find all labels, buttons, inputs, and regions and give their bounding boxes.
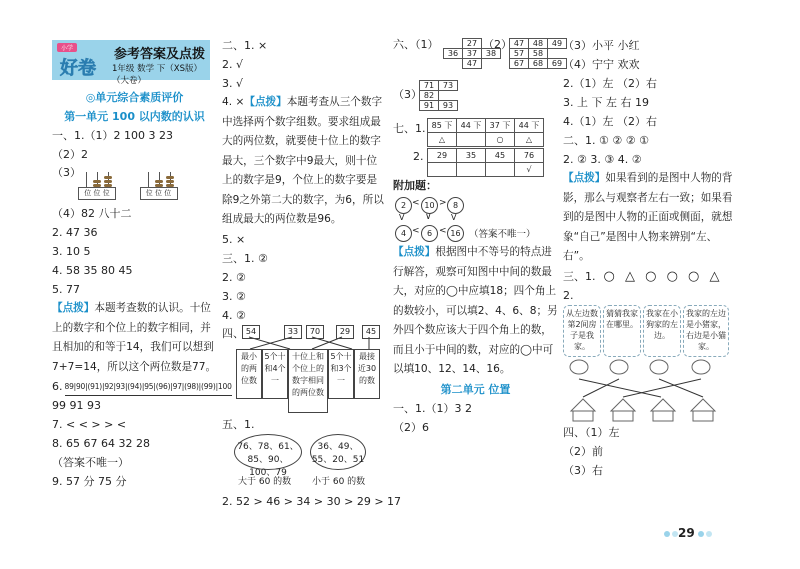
column-4 xyxy=(563,36,738,480)
answer-line: 7. < < > > < xyxy=(52,418,127,431)
compare-cell: √ xyxy=(515,163,544,177)
grid-cell: 57 xyxy=(510,49,529,59)
answer-line: 四、（1）左 xyxy=(563,425,620,439)
chain-circle: 10 xyxy=(421,197,438,214)
tip-paragraph xyxy=(52,299,217,377)
answer-line: 9. 57 分 75 分 xyxy=(52,475,127,488)
answer-header xyxy=(52,40,210,86)
compare-cell: △ xyxy=(515,133,544,147)
answer-line: 七、1. xyxy=(393,122,426,135)
answer-line: 4. 58 35 80 45 xyxy=(52,264,133,277)
compare-cell: 35 xyxy=(457,149,486,163)
grid-cell: 47 xyxy=(510,39,529,49)
answer-line: （4）宁宁 欢欢 xyxy=(563,58,640,71)
chain-circle: 6 xyxy=(421,225,438,242)
haojuan-logo xyxy=(56,42,106,78)
answer-line: 二、1. ① ② ② ① xyxy=(563,134,649,147)
compare-row-2 xyxy=(393,146,558,176)
compare-cell: 44 下 xyxy=(515,119,544,133)
grid-cell: 27 xyxy=(463,39,482,49)
grid-cell: 58 xyxy=(529,49,548,59)
compare-row-1 xyxy=(393,116,558,146)
unit-title: 第一单元 100 以内数的认识 xyxy=(64,110,205,123)
compare-cell xyxy=(486,163,515,177)
page-number: 29 xyxy=(678,526,695,540)
svg-text:小学: 小学 xyxy=(60,45,74,52)
answer-line: （2）2 xyxy=(52,148,88,161)
answer-prefix: 4. × xyxy=(222,96,245,108)
answer-line: 六、（1） xyxy=(393,38,439,51)
answer-subtitle: 1年级 数学 下（XS版）（大卷） xyxy=(112,64,203,86)
answer-line: 3. 10 5 xyxy=(52,245,91,258)
tip-paragraph xyxy=(222,93,387,230)
grid-cell: 37 xyxy=(463,49,482,59)
column-3 xyxy=(393,36,563,437)
answer-line: 三、1. ② xyxy=(222,251,268,265)
answer-line: 2. √ xyxy=(222,58,244,71)
grid-row-2 xyxy=(393,76,558,116)
abacus-1 xyxy=(78,172,116,200)
description-box: 最接近30的数 xyxy=(354,349,380,399)
compare-cell xyxy=(428,163,457,177)
speech-bubble: 我家的左边是小猪家，右边是小猫家。 xyxy=(683,305,729,357)
compare-table-2 xyxy=(427,148,544,177)
abacus-row xyxy=(52,164,217,204)
grid-cell: 48 xyxy=(529,39,548,49)
answer-line: （3）小平 小红 xyxy=(563,39,640,52)
compare-cell xyxy=(457,163,486,177)
extra-title: 附加题： xyxy=(393,179,437,192)
oval-label: 大于 60 的数 xyxy=(238,476,292,487)
abacus-pair xyxy=(78,172,198,200)
chain-note: （答案不唯一） xyxy=(469,229,536,240)
number-box: 33 xyxy=(284,325,302,339)
chain-circle: 2 xyxy=(395,197,412,214)
oval-label: 小于 60 的数 xyxy=(312,476,366,487)
grid-cell: 49 xyxy=(548,39,567,49)
grid-cell: 47 xyxy=(463,59,482,69)
answer-line: （4）82 八十二 xyxy=(52,207,132,220)
chain-circle: 4 xyxy=(395,225,412,242)
number-box: 29 xyxy=(336,325,354,339)
tip-text: 本题考查数的认识。十位上的数字和个位上的数字相同，并且相加的和等于14，我们可以想到7+7=14，所以这个两位数是77。 xyxy=(52,302,217,373)
answer-line: 2. xyxy=(563,288,574,302)
answer-line: （2）前 xyxy=(563,444,603,458)
description-box: 十位上和个位上的数字相同的两位数 xyxy=(288,349,328,413)
oval-greater: 76、78、61、85、90、100、79 xyxy=(234,434,302,470)
compare-cell: 44 下 xyxy=(457,119,486,133)
answer-line: 五、1. xyxy=(222,417,255,431)
shapes-row xyxy=(563,267,738,286)
column-2 xyxy=(222,36,402,511)
abacus-label: 位 位 位 xyxy=(140,187,178,200)
answer-line: 4. ② xyxy=(222,308,246,322)
column-1 xyxy=(52,88,232,491)
tip-text: 根据图中不等号的特点进行解答，观察可知图中中间的数最大，对应的◯中应填18；四个角上的数较小，可以填2、4、6、8；另外四个数应该大于四个角上的数，而且小于中间的数，对应的◯中可以填10、12、14、16。 xyxy=(393,246,558,375)
answer-line: （2） xyxy=(483,38,512,51)
answer-line: 2. 52 > 46 > 34 > 30 > 29 > 17 xyxy=(222,494,402,508)
tip-label: 【点拨】 xyxy=(563,172,606,184)
answer-line: 一、1.（1）2 100 3 23 xyxy=(52,129,173,142)
compare-cell xyxy=(457,133,486,147)
answer-line: （3） xyxy=(52,166,81,179)
number-box: 70 xyxy=(306,325,324,339)
answer-line: 2. ② 3. ③ 4. ② xyxy=(563,153,642,166)
number-grid-3 xyxy=(419,80,458,111)
grid-cell: 67 xyxy=(510,59,529,69)
grid-cell: 93 xyxy=(439,101,458,111)
decor-dot xyxy=(706,531,712,537)
grid-cell: 73 xyxy=(439,81,458,91)
answer-line: 四、 xyxy=(222,326,244,340)
compare-cell: 76 xyxy=(515,149,544,163)
compare-cell: 85 下 xyxy=(428,119,457,133)
compare-cell: 29 xyxy=(428,149,457,163)
oval-sort xyxy=(222,434,387,492)
compare-cell: △ xyxy=(428,133,457,147)
answer-line: 3. 上 下 左 右 19 xyxy=(563,96,649,109)
compare-cell: 37 下 xyxy=(486,119,515,133)
grid-cell: 71 xyxy=(420,81,439,91)
abacus-2 xyxy=(140,172,178,200)
chain-circle: 8 xyxy=(447,197,464,214)
grid-row-1 xyxy=(393,36,563,76)
answer-line: 2. 47 36 xyxy=(52,226,98,239)
compare-cell: ○ xyxy=(486,133,515,147)
abacus-label: 位 位 位 xyxy=(78,187,116,200)
answer-line: 5. × xyxy=(222,232,246,246)
answer-line: 6. xyxy=(52,380,63,393)
answer-line: 二、1. × xyxy=(222,39,268,52)
compare-table-1 xyxy=(427,118,544,147)
answer-line: 2. ② xyxy=(222,270,246,284)
grid-cell xyxy=(444,59,463,69)
answer-line: 3. √ xyxy=(222,77,244,90)
tip-label: 【点拨】 xyxy=(244,96,287,108)
compare-cell: 45 xyxy=(486,149,515,163)
oval-less: 36、49、55、20、51 xyxy=(310,434,366,470)
answer-line: 一、1.（1）3 2 xyxy=(393,401,472,415)
answer-line: 3. ② xyxy=(222,289,246,303)
grid-cell: 36 xyxy=(444,49,463,59)
number-box: 54 xyxy=(242,325,260,339)
grid-cell xyxy=(444,39,463,49)
answer-line: 三、1. xyxy=(563,269,596,283)
description-box: 5个十和4个一 xyxy=(262,349,288,399)
grid-cell xyxy=(482,59,501,69)
number-box: 45 xyxy=(362,325,380,339)
answer-line: 5. 77 xyxy=(52,283,80,296)
tip-paragraph xyxy=(563,169,738,267)
tip-label: 【点拨】 xyxy=(393,246,436,258)
speech-bubble: 我家在小狗家的左边。 xyxy=(643,305,681,357)
description-box: 最小的两位数 xyxy=(236,349,262,399)
svg-text:好卷: 好卷 xyxy=(60,58,96,78)
tip-text: 本题考查从三个数字中选择两个数字组数。要求组成最大的两位数，就要使十位上的数字最大，三个数字中9最大，则十位上的数字是9，个位上的数字要是除9之外第二大的数字，为6，所以组成最大的两位数是96。 xyxy=(222,96,384,225)
answer-line: （2）6 xyxy=(393,420,429,434)
animals-houses-illustration xyxy=(563,357,733,423)
tip-paragraph xyxy=(393,243,558,380)
section-title: ◎单元综合素质评价 xyxy=(85,91,184,104)
answer-line: 99 91 93 xyxy=(52,399,101,412)
grid-cell: 69 xyxy=(548,59,567,69)
number-grid-2 xyxy=(509,38,567,69)
grid-cell: 68 xyxy=(529,59,548,69)
answer-line: （答案不唯一） xyxy=(52,456,129,469)
answer-line: （3） xyxy=(393,88,422,101)
grid-cell xyxy=(439,91,458,101)
grid-cell: 38 xyxy=(482,49,501,59)
decor-dot xyxy=(698,531,704,537)
house-matching xyxy=(563,305,738,423)
unit-title: 第二单元 位置 xyxy=(440,382,511,396)
shape-answers: ○ △ ○ ○ ○ △ xyxy=(603,268,723,284)
answer-title: 参考答案及点拨 xyxy=(114,47,206,62)
chain-circle: 16 xyxy=(447,225,464,242)
decor-dot xyxy=(664,531,670,537)
speech-bubble: 猜猜我家在哪里。 xyxy=(603,305,641,357)
description-box: 5个十和3个一 xyxy=(328,349,354,399)
grid-cell: 82 xyxy=(420,91,439,101)
grid-cell: 91 xyxy=(420,101,439,111)
answer-line: 2. xyxy=(413,150,424,163)
number-line-row xyxy=(52,377,232,396)
tip-text: 如果看到的是图中人物的背影，那么与观察者左右一致；如果看到的是图中人物的正面或侧面，就想象“自己”是图中人物来辨别“左、右”。 xyxy=(563,172,733,262)
tip-label: 【点拨】 xyxy=(52,302,95,314)
answer-line: （3）右 xyxy=(563,463,603,477)
answer-line: 4.（1）左 （2）右 xyxy=(563,115,657,128)
matching-diagram xyxy=(222,325,387,415)
answer-line: 2.（1）左 （2）右 xyxy=(563,77,657,90)
inequality-diagram: 2 < 10 > 8 V ∨ V 4 < 6 < 16 （答案不唯一） xyxy=(393,195,558,243)
speech-bubble: 从左边数第2间房子是我家。 xyxy=(563,305,601,357)
number-line: 89|90|(91)|92|93|(94)|95|(96)|97|(98)|(99)|100 xyxy=(65,377,232,396)
answer-line: 8. 65 67 64 32 28 xyxy=(52,437,150,450)
